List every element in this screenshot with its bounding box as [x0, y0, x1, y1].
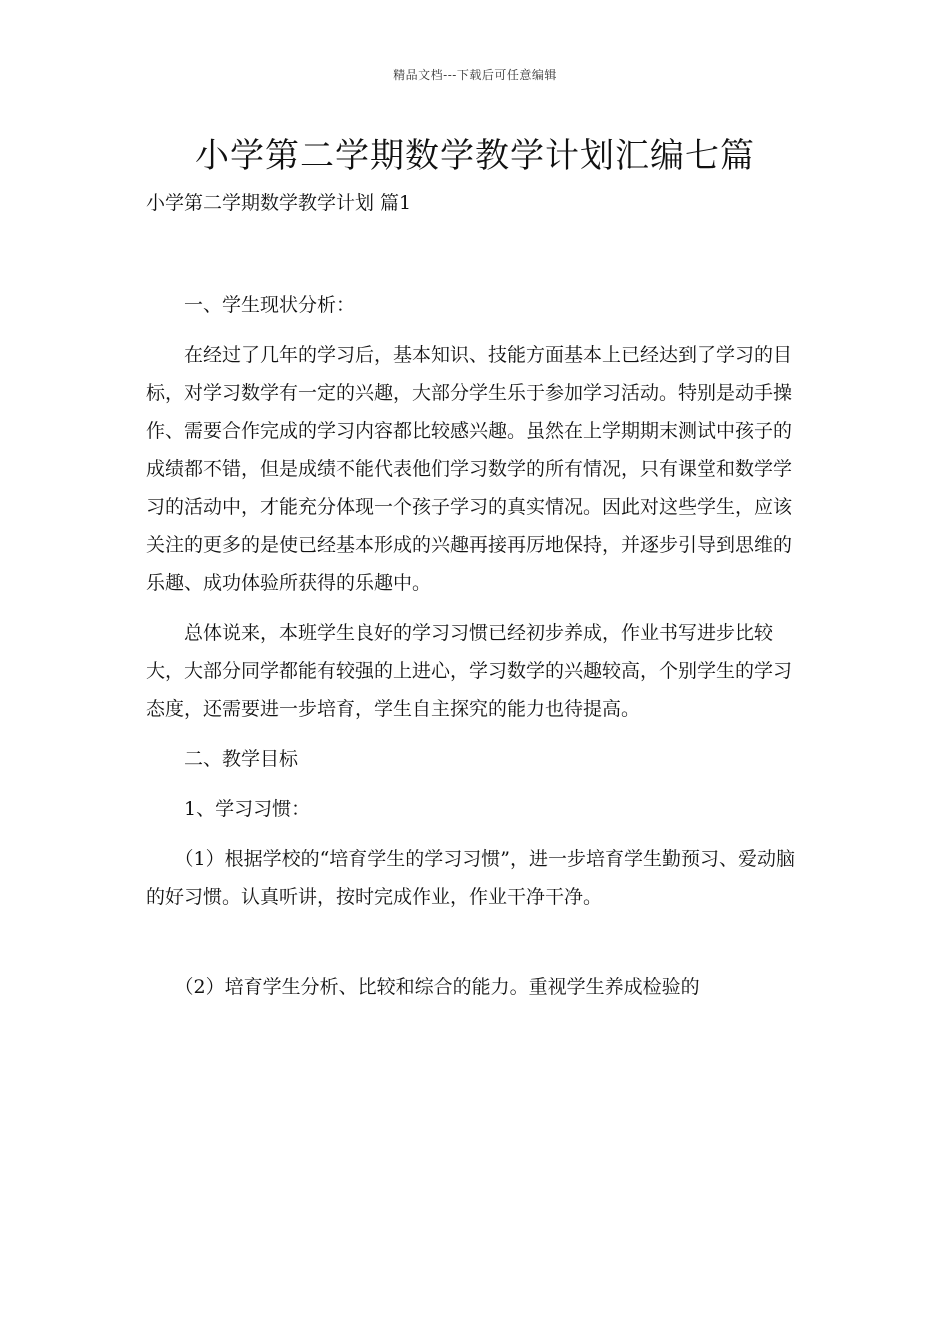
body-paragraph: 总体说来，本班学生良好的学习习惯已经初步养成，作业书写进步比较大，大部分同学都能有较强的上进心，学习数学的兴趣较高，个别学生的学习态度，还需要进一步培育，学生自主探究的能力也待提高。	[146, 622, 793, 720]
subsection-heading: 1、学习习惯：	[184, 798, 311, 820]
body-paragraph: 在经过了几年的学习后，基本知识、技能方面基本上已经达到了学习的目标，对学习数学有一定的兴趣，大部分学生乐于参加学习活动。特别是动手操作、需要合作完成的学习内容都比较感兴趣。虽然在上学期期末测试中孩子的成绩都不错，但是成绩不能代表他们学习数学的所有情况，只有课堂和数学学习的活动中，才能充分体现一个孩子学习的真实情况。因此对这些学生，应该关注的更多的是使已经基本形成的兴趣再接再厉地保持，并逐步引导到思维的乐趣、成功体验所获得的乐趣中。	[146, 344, 793, 594]
document-subtitle: 小学第二学期数学教学计划 篇1	[146, 192, 412, 214]
header-note: 精品文档---下载后可任意编辑	[393, 68, 557, 82]
document-body	[146, 286, 806, 1018]
section-heading: 二、教学目标	[184, 748, 299, 770]
paragraph-gap	[146, 928, 806, 968]
section-heading: 一、学生现状分析：	[184, 294, 356, 316]
document-title: 小学第二学期数学教学计划汇编七篇	[195, 136, 755, 176]
body-paragraph: （2）培育学生分析、比较和综合的能力。重视学生养成检验的	[174, 976, 700, 998]
body-paragraph: （1）根据学校的“培育学生的学习习惯”，进一步培育学生勤预习、爱动脑的好习惯。认真听讲，按时完成作业，作业干净干净。	[146, 848, 796, 908]
